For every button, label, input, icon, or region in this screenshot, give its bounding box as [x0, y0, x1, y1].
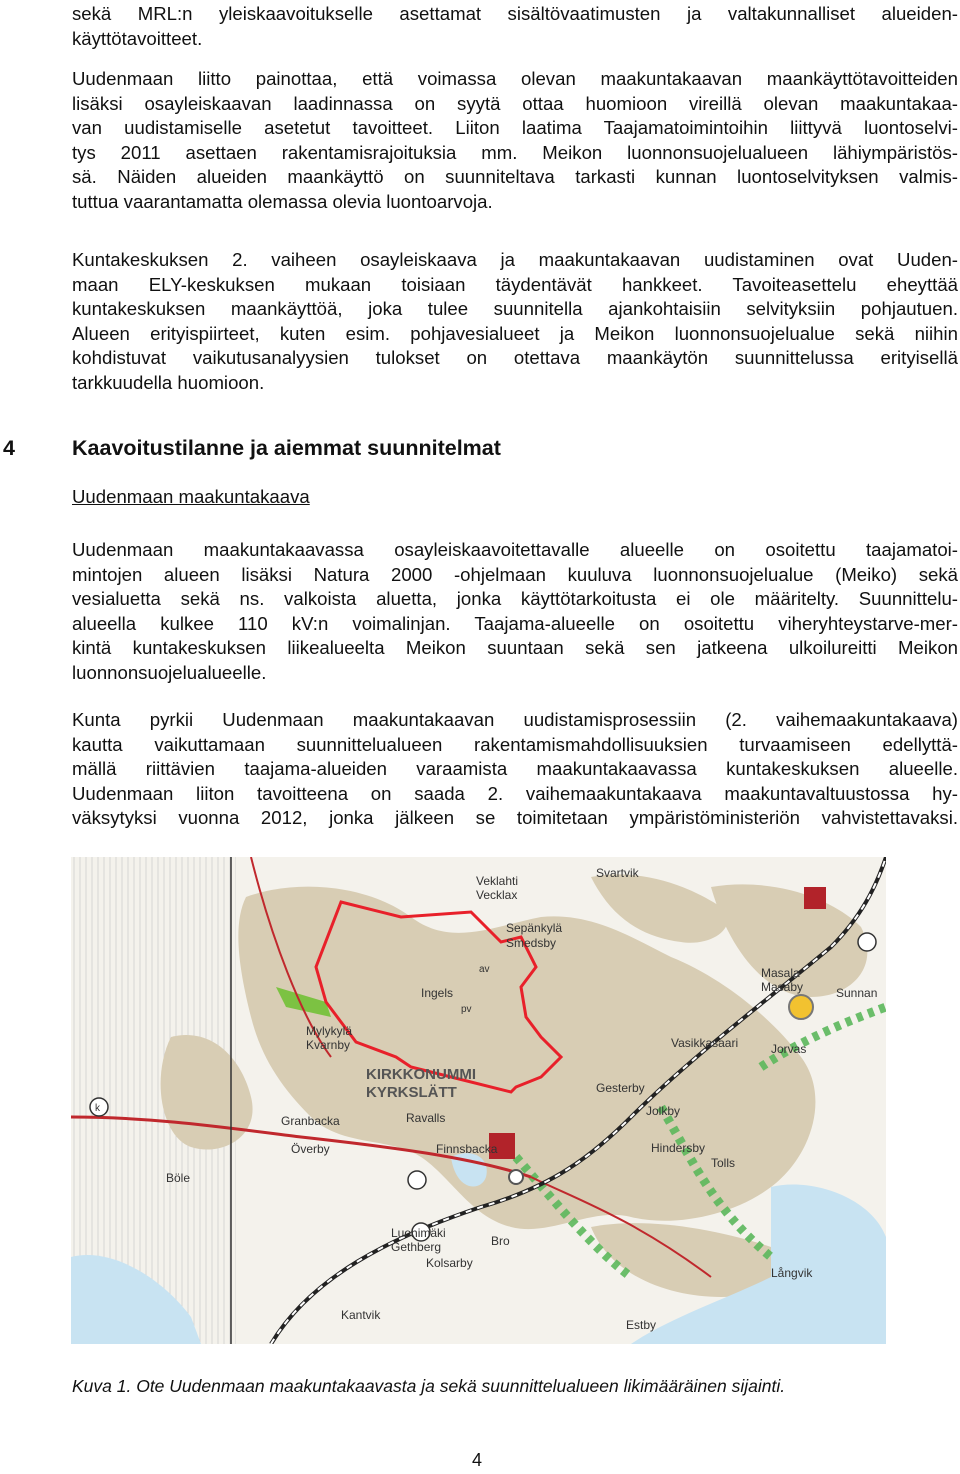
svg-text:Jorvas: Jorvas	[771, 1042, 807, 1056]
svg-text:Kolsarby: Kolsarby	[426, 1256, 473, 1270]
text-line: lisäksi osayleiskaavan laadinnassa on syytä ottaa huomioon vireillä olevan maakuntakaa-	[72, 92, 958, 114]
station-symbol	[789, 995, 813, 1019]
paragraph-2	[72, 67, 958, 214]
text-line: Uudenmaan liiton tavoitteena on saada 2. vaihemaakuntakaava maakuntavaltuustossa hy-	[72, 782, 958, 804]
text-line: mintojen alueen lisäksi Natura 2000 -ohjelmaan kuuluva luonnonsuojelualue (Meiko) sekä	[72, 563, 958, 585]
text-line: tarkkuudella huomioon.	[72, 371, 265, 393]
regional-plan-map	[71, 857, 886, 1344]
svg-text:KYRKSLÄTT: KYRKSLÄTT	[366, 1084, 457, 1101]
section-title: Kaavoitustilanne ja aiemmat suunnitelmat	[72, 436, 501, 460]
figure-caption: Kuva 1. Ote Uudenmaan maakuntakaavasta ja sekä suunnittelualueen likimääräinen sijainti.	[72, 1376, 786, 1396]
service-area-symbol	[804, 887, 826, 909]
text-line: kuntakeskuksen maankäyttöä, joka tulee suunnitella ajankohtaisiin selvityksiin pohjautuen.	[72, 298, 958, 319]
svg-text:Ingels: Ingels	[421, 986, 454, 1000]
text-line: Uudenmaan liitto painottaa, että voimassa olevan maakuntakaavan maankäyttötavoitteiden	[72, 68, 958, 89]
svg-text:Gesterby: Gesterby	[596, 1081, 645, 1095]
text-line: väksytyksi vuonna 2012, jonka jälkeen se toimitetaan ympäristöministeriön vahvistettavaksi.	[72, 807, 958, 828]
svg-text:Luohimäki: Luohimäki	[391, 1226, 446, 1240]
text-line: sä. Näiden alueiden maankäyttö on suunniteltava tarkasti kunnan luontoselvityksen valmis-	[72, 166, 958, 187]
text-line: kintä kuntakeskuksen liikealueelta Meikon suuntaan sekä sen jatkeena ulkoilureitti Meikon	[72, 637, 958, 658]
text-line: Uudenmaan maakuntakaavassa osayleiskaavoitettavalle alueelle on osoitettu taajamatoi-	[72, 539, 958, 560]
paragraph-1	[72, 2, 958, 51]
svg-text:Mylykylä: Mylykylä	[306, 1024, 353, 1038]
svg-text:Estby: Estby	[626, 1318, 657, 1332]
text-line: maan ELY-keskuksen mukaan toisiaan täydentävät hankkeet. Tavoiteasettelu eheyttää	[72, 273, 958, 295]
text-line: kautta vaikuttamaan suunnittelualueen rakentamismahdollisuuksien turvaamiseen edellyttä-	[72, 733, 958, 755]
text-line: kohdistuvat vaikutusanalyysien tulokset on otettava maankäytön suunnittelussa erityisellä	[72, 347, 958, 368]
svg-text:KIRKKONUMMI: KIRKKONUMMI	[366, 1066, 476, 1083]
svg-text:Hindersby: Hindersby	[651, 1141, 706, 1155]
svg-text:Bro: Bro	[491, 1234, 510, 1248]
svg-text:Överby: Överby	[291, 1142, 330, 1156]
text-line: tys 2011 asettaen rakentamisrajoituksia mm. Meikon luonnonsuojelualueen lähiympäristös-	[72, 141, 958, 163]
svg-text:av: av	[479, 964, 490, 975]
paragraph-5	[72, 708, 958, 831]
svg-text:Vasikkasaari: Vasikkasaari	[671, 1036, 739, 1050]
text-line: van uudistamiselle asetetut tavoitteet. Liiton laatima Taajamatoimintoihin liittyvä luontoselvi-	[72, 117, 958, 138]
text-line: tuttua vaarantamatta olemassa olevia luontoarvoja.	[72, 190, 493, 212]
svg-text:Tolls: Tolls	[711, 1156, 736, 1170]
svg-text:Sunnan: Sunnan	[836, 986, 878, 1000]
svg-text:Långvik: Långvik	[771, 1266, 813, 1280]
svg-text:Finnsbacka: Finnsbacka	[436, 1142, 498, 1156]
svg-text:Gethberg: Gethberg	[391, 1240, 442, 1254]
text-line: Kunta pyrkii Uudenmaan maakuntakaavan uudistamisprosessiin (2. vaihemaakuntakaava)	[72, 709, 958, 730]
text-line: vesialuetta sekä ns. valkoista aluetta, jonka käyttötarkoitusta ei ole määritelty. Suunnittelu-	[72, 588, 958, 609]
svg-text:pv: pv	[461, 1004, 472, 1015]
svg-text:Smedsby: Smedsby	[506, 936, 557, 950]
svg-text:Kvarnby: Kvarnby	[306, 1038, 351, 1052]
text-line: mällä riittävien taajama-alueiden varaamista maakuntakaavassa kuntakeskuksen alueelle.	[72, 758, 958, 779]
svg-text:Böle: Böle	[166, 1171, 191, 1185]
section-number: 4	[3, 436, 15, 460]
subheading: Uudenmaan maakuntakaava	[72, 486, 310, 507]
svg-text:Jolkby: Jolkby	[646, 1104, 681, 1118]
svg-text:Kantvik: Kantvik	[341, 1308, 381, 1322]
svg-text:Vecklax: Vecklax	[476, 888, 518, 902]
svg-text:Masaby: Masaby	[761, 980, 804, 994]
text-line: käyttötavoitteet.	[72, 27, 203, 49]
svg-text:Veklahti: Veklahti	[476, 874, 519, 888]
svg-text:Svartvik: Svartvik	[596, 866, 639, 880]
text-line: alueella kulkee 110 kV:n voimalinjan. Taajama-alueelle on osoitettu viheryhteystarve-mer-	[72, 612, 958, 634]
svg-text:Sepänkylä: Sepänkylä	[506, 921, 563, 935]
svg-text:Masala: Masala	[761, 966, 800, 980]
text-line: luonnonsuojelualueelle.	[72, 661, 267, 683]
svg-text:Granbacka: Granbacka	[281, 1114, 340, 1128]
text-line: Alueen erityispiirteet, kuten esim. pohjavesialueet ja Meikon luonnonsuojelualue sekä niihin	[72, 322, 958, 344]
station-symbol	[509, 1170, 523, 1184]
text-line: Kuntakeskuksen 2. vaiheen osayleiskaava ja maakuntakaavan uudistaminen ovat Uuden-	[72, 249, 958, 270]
page-number: 4	[472, 1450, 483, 1470]
svg-text:Ravalls: Ravalls	[406, 1111, 446, 1125]
text-line: sekä MRL:n yleiskaavoitukselle asettamat sisältövaatimusten ja valtakunnalliset alueiden-	[72, 3, 958, 24]
paragraph-3	[72, 248, 958, 395]
paragraph-4	[72, 538, 958, 685]
svg-text:k: k	[95, 1103, 100, 1114]
